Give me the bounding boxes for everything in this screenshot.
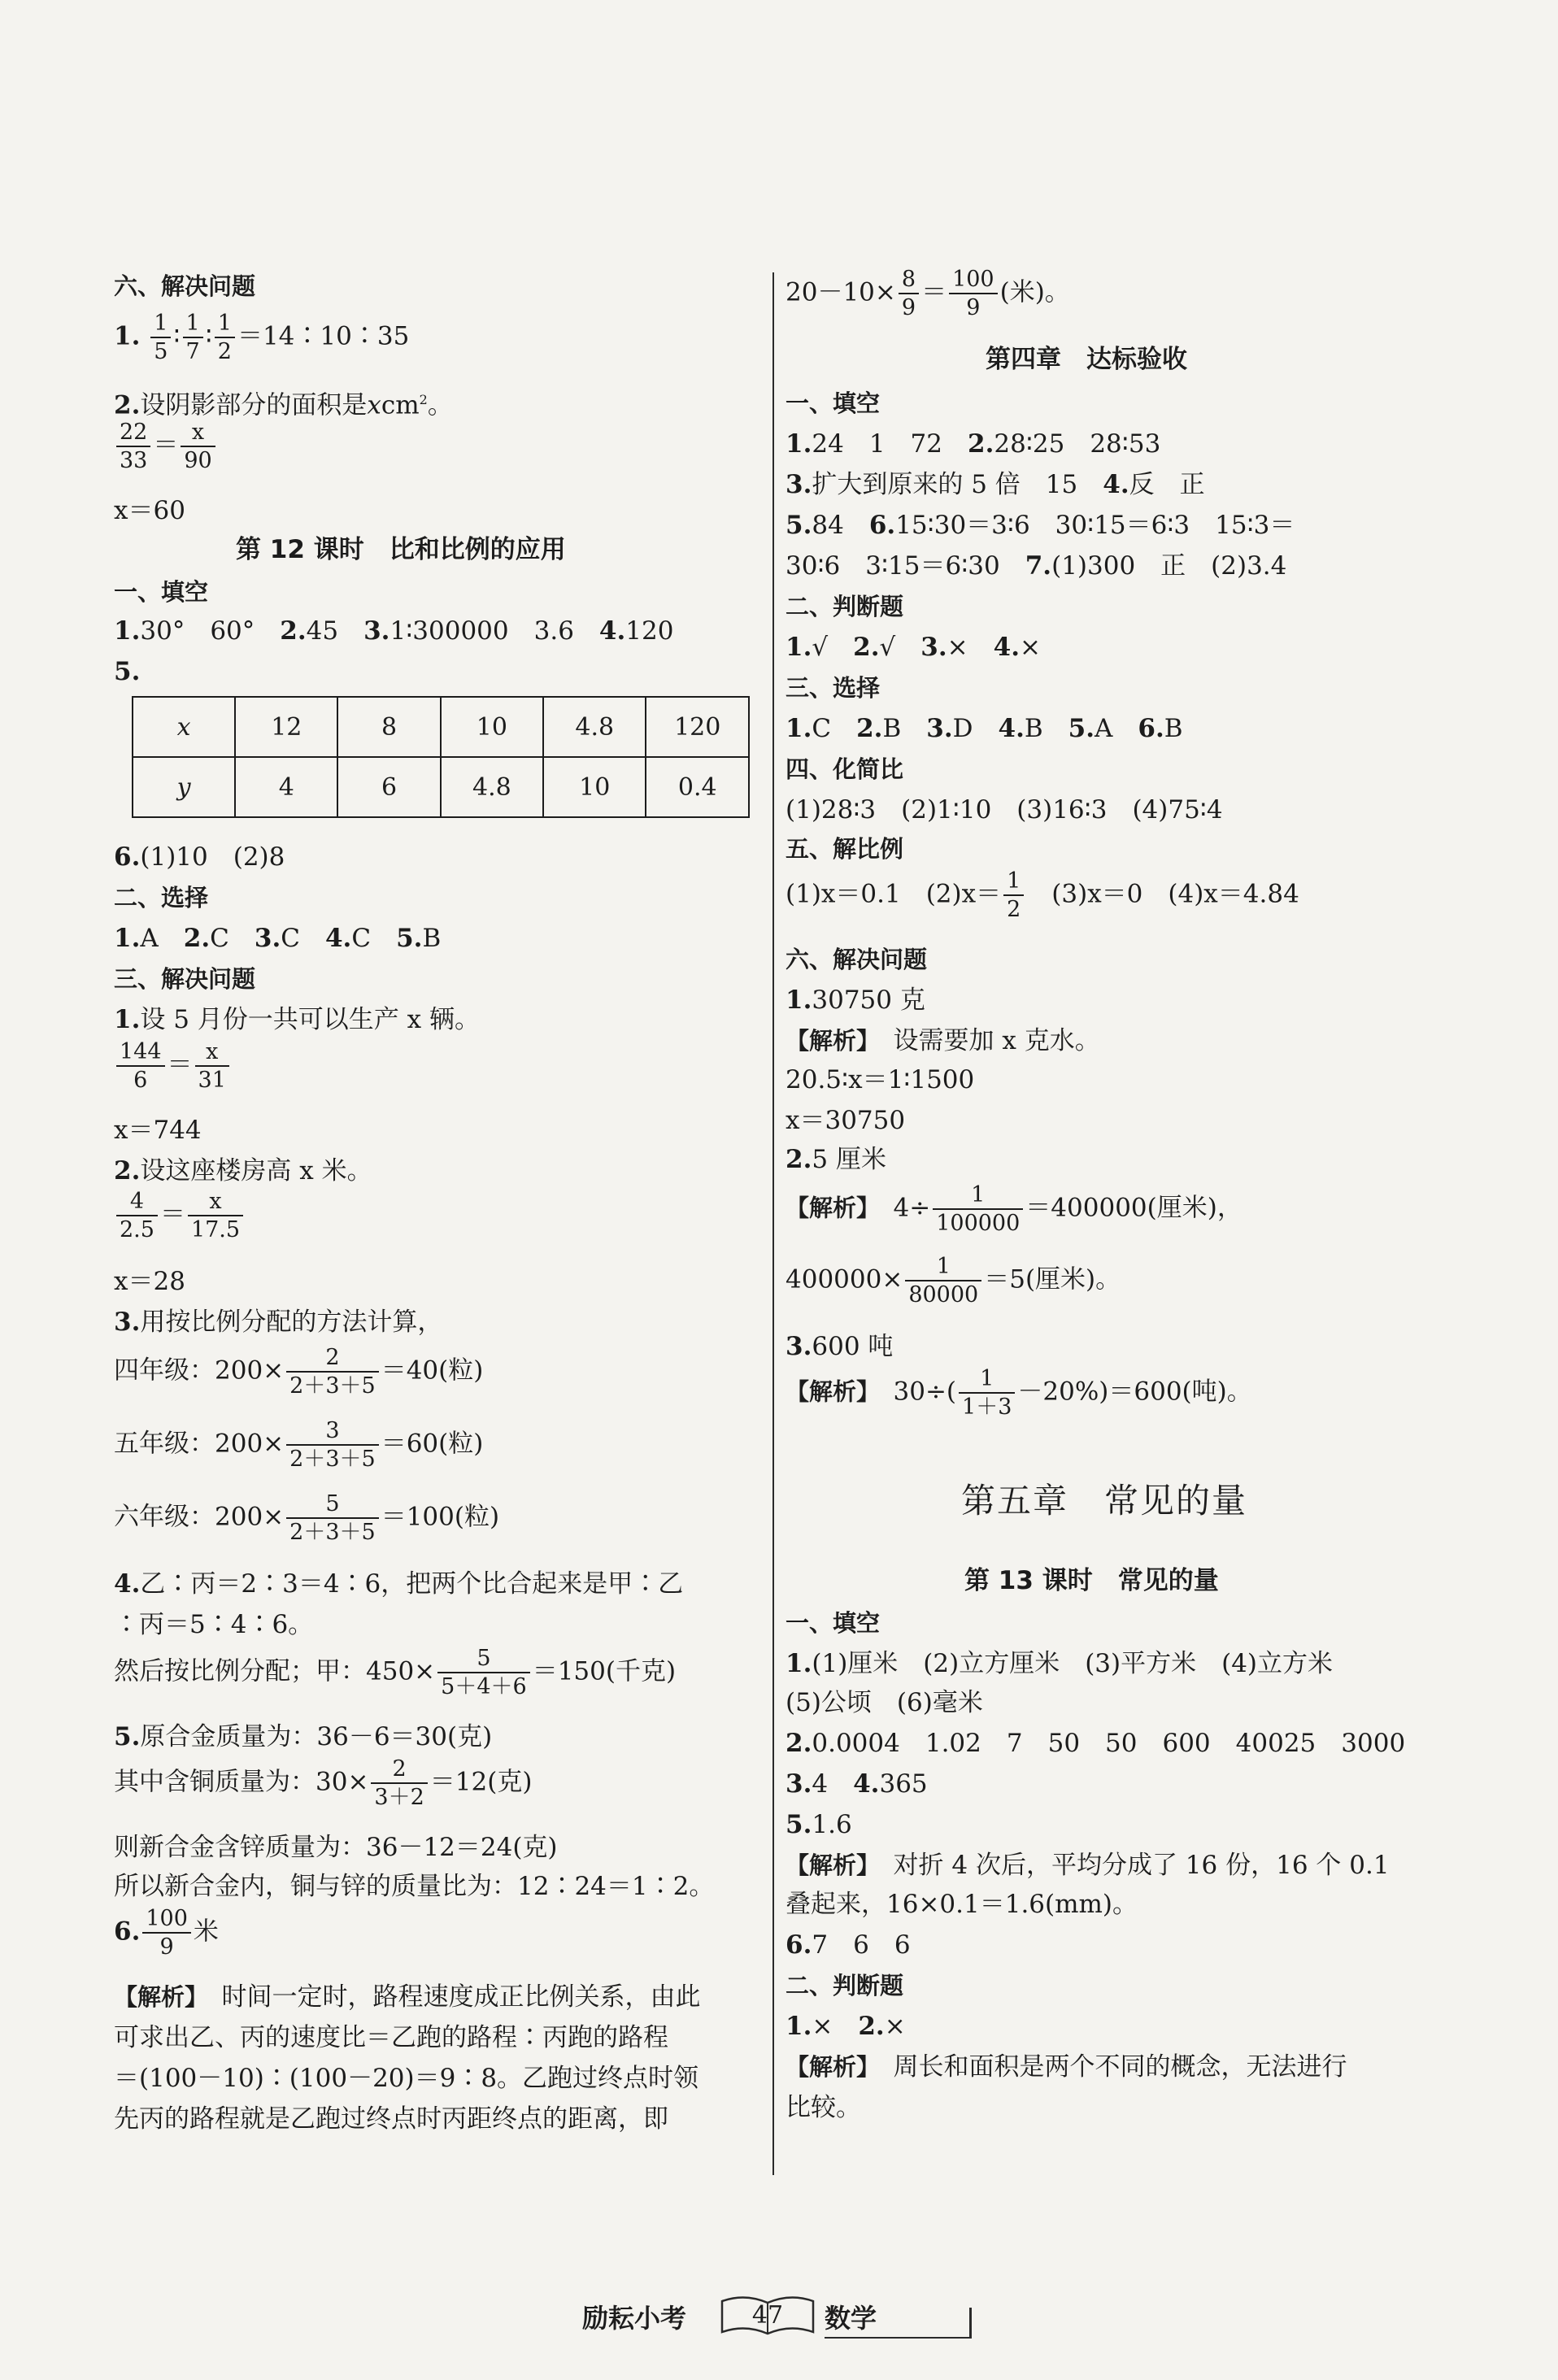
table-cell: y xyxy=(133,757,235,817)
brand-name: 励耘小考 xyxy=(582,2303,687,2334)
section-heading: 二、选择 xyxy=(114,884,209,912)
answer-line: 20.5∶x＝1∶1500 xyxy=(786,1065,975,1094)
explanation-line: 【解析】 周长和面积是两个不同的概念，无法进行 xyxy=(786,2052,1347,2082)
section-heading: 一、填空 xyxy=(786,389,881,417)
explanation-line: 【解析】 时间一定时，路程速度成正比例关系，由此 xyxy=(114,1982,701,2012)
equation: 然后按比例分配；甲：450× $\frac{5}{5+4+6}$ ＝150(千克) xyxy=(114,1646,677,1699)
section-heading: 二、判断题 xyxy=(786,593,904,620)
explanation-line: 可求出乙、丙的速度比＝乙跑的路程∶丙跑的路程 xyxy=(114,2023,668,2052)
answer-line: 2.0.0004 1.02 7 50 50 600 40025 3000 xyxy=(786,1729,1406,1758)
equation: $\frac{4}{2.5}$ ＝ $\frac{x}{17.5}$ xyxy=(114,1190,246,1241)
section-heading: 三、解决问题 xyxy=(114,965,256,993)
lesson-title: 第 12 课时 比和比例的应用 xyxy=(236,535,566,564)
equation: 四年级：200× $\frac{2}{2+3+5}$ ＝40(粒) xyxy=(114,1345,484,1399)
table-row xyxy=(133,757,749,817)
equation: 【解析】 4÷ $\frac{1}{100000}$ ＝400000(厘米)， xyxy=(786,1182,1242,1236)
table-cell: x xyxy=(133,697,235,757)
table-cell: 0.4 xyxy=(646,757,749,817)
table-cell: 6 xyxy=(337,757,440,817)
answer-line: (5)公顷 (6)毫米 xyxy=(786,1688,983,1717)
section-heading: 二、判断题 xyxy=(786,1972,904,1999)
explanation-line: 先丙的路程就是乙跑过终点时丙距终点的距离，即 xyxy=(114,2104,668,2134)
table-cell: 120 xyxy=(646,697,749,757)
section-heading: 六、解决问题 xyxy=(114,272,256,300)
answer-line: 5.1.6 xyxy=(786,1810,852,1839)
footer-tick xyxy=(969,2308,972,2339)
chapter-test-title: 第四章 达标验收 xyxy=(986,345,1187,374)
answer-line: 6.(1)10 (2)8 xyxy=(114,842,285,872)
answer-line: 1.30° 60° 2.45 3.1∶300000 3.6 4.120 xyxy=(114,616,674,646)
table-cell: 4.8 xyxy=(543,697,646,757)
explanation-line: 【解析】 对折 4 次后，平均分成了 16 份，16 个 0.1 xyxy=(786,1851,1390,1880)
section-heading: 五、解比例 xyxy=(786,835,904,863)
column-divider xyxy=(772,272,774,2175)
answer-line: x＝60 xyxy=(114,496,185,525)
section-heading: 一、填空 xyxy=(786,1609,881,1637)
answer-line: 1.(1)厘米 (2)立方厘米 (3)平方米 (4)立方米 xyxy=(786,1649,1334,1678)
section-heading: 四、化简比 xyxy=(786,755,904,783)
answer-line: 5. xyxy=(114,657,141,686)
answer-line: 1.24 1 72 2.28∶25 28∶53 xyxy=(786,429,1161,459)
answer-line: 3.600 吨 xyxy=(786,1332,894,1361)
answer-line: 1.× 2.× xyxy=(786,2012,906,2041)
section-heading: 三、选择 xyxy=(786,674,881,702)
answer-line: 则新合金含锌质量为：36－12＝24(克) xyxy=(114,1833,558,1862)
answer-line: (1)28∶3 (2)1∶10 (3)16∶3 (4)75∶4 xyxy=(786,795,1223,825)
table-cell: 4.8 xyxy=(441,757,543,817)
equation: 六年级：200× $\frac{5}{2+3+5}$ ＝100(粒) xyxy=(114,1491,500,1545)
equation: 20－10× $\frac{8}{9}$ ＝ $\frac{100}{9}$ (米)。 xyxy=(786,267,1070,320)
chapter-title: 第五章 常见的量 xyxy=(961,1481,1248,1521)
answer-line: 3.4 4.365 xyxy=(786,1769,928,1799)
answer-line: 4.乙∶丙＝2∶3＝4∶6，把两个比合起来是甲∶乙 xyxy=(114,1569,684,1599)
answer-line: 1. $\frac{1}{5}$ ∶ $\frac{1}{7}$ ∶ $\frac{1}{2}$ ＝14∶10∶35 xyxy=(114,311,410,364)
xy-table xyxy=(132,696,750,818)
answer-line: x＝744 xyxy=(114,1116,202,1145)
explanation-line: 比较。 xyxy=(786,2093,861,2122)
footer-rule xyxy=(825,2337,971,2339)
answer-line: 2.5 厘米 xyxy=(786,1145,886,1174)
answer-line: 3.扩大到原来的 5 倍 15 4.反 正 xyxy=(786,470,1205,499)
answer-line: 5.原合金质量为：36－6＝30(克) xyxy=(114,1722,493,1751)
explanation-line: ＝(100－10)∶(100－20)＝9∶8。乙跑过终点时领 xyxy=(114,2064,699,2093)
answer-line: ∶丙＝5∶4∶6。 xyxy=(114,1610,314,1639)
answer-line: 1.30750 克 xyxy=(786,986,925,1015)
answer-line: 1.C 2.B 3.D 4.B 5.A 6.B xyxy=(786,714,1183,743)
equation: 其中含铜质量为：30× $\frac{2}{3+2}$ ＝12(克) xyxy=(114,1756,533,1810)
table-cell: 10 xyxy=(441,697,543,757)
subject-label: 数学 xyxy=(825,2303,877,2334)
lesson-title: 第 13 课时 常见的量 xyxy=(964,1566,1219,1595)
page-footer xyxy=(0,2295,1558,2343)
table-cell: 8 xyxy=(337,697,440,757)
explanation-line: 【解析】 设需要加 x 克水。 xyxy=(786,1026,1100,1055)
section-heading: 一、填空 xyxy=(114,578,209,606)
answer-line: 1.A 2.C 3.C 4.C 5.B xyxy=(114,924,442,953)
table-cell: 12 xyxy=(235,697,337,757)
page-number: 47 xyxy=(751,2301,784,2330)
answer-line: 1.设 5 月份一共可以生产 x 辆。 xyxy=(114,1005,480,1034)
answer-line: 2.设阴影部分的面积是xcm$^2$。 xyxy=(114,390,453,420)
equation: $\frac{144}{6}$ ＝ $\frac{x}{31}$ xyxy=(114,1041,232,1091)
equation: $\frac{22}{33}$ ＝ $\frac{x}{90}$ xyxy=(114,421,218,472)
answer-line: 30∶6 3∶15＝6∶30 7.(1)300 正 (2)3.4 xyxy=(786,551,1287,581)
section-heading: 六、解决问题 xyxy=(786,946,928,973)
equation: 【解析】 30÷( $\frac{1}{1+3}$ －20%)＝600(吨)。 xyxy=(786,1366,1252,1420)
equation: 五年级：200× $\frac{3}{2+3+5}$ ＝60(粒) xyxy=(114,1418,484,1472)
explanation-line: 叠起来，16×0.1＝1.6(mm)。 xyxy=(786,1890,1138,1919)
answer-line: 5.84 6.15∶30＝3∶6 30∶15＝6∶3 15∶3＝ xyxy=(786,511,1295,540)
equation: 400000× $\frac{1}{80000}$ ＝5(厘米)。 xyxy=(786,1254,1121,1307)
answer-line: 1.√ 2.√ 3.× 4.× xyxy=(786,633,1041,662)
equation: 6. $\frac{100}{9}$ 米 xyxy=(114,1906,219,1960)
table-cell: 10 xyxy=(543,757,646,817)
answer-line: x＝28 xyxy=(114,1267,185,1296)
table-cell: 4 xyxy=(235,757,337,817)
answer-line: 6.7 6 6 xyxy=(786,1930,911,1960)
answer-line: 所以新合金内，铜与锌的质量比为：12∶24＝1∶2。 xyxy=(114,1872,715,1901)
answer-line: 2.设这座楼房高 x 米。 xyxy=(114,1156,372,1186)
answer-line: x＝30750 xyxy=(786,1106,906,1135)
equation: (1)x＝0.1 (2)x＝ $\frac{1}{2}$ (3)x＝0 (4)x＝4.84 xyxy=(786,868,1299,922)
table-row xyxy=(133,697,749,757)
answer-line: 3.用按比例分配的方法计算， xyxy=(114,1307,443,1337)
